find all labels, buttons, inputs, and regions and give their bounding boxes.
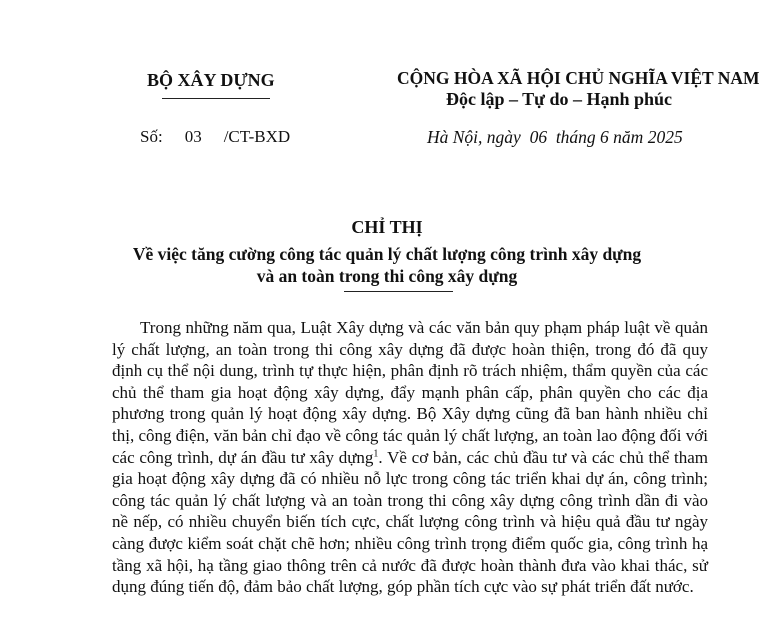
document-subject-line-2: và an toàn trong thi công xây dựng bbox=[256, 266, 518, 286]
doc-number-suffix: /CT-BXD bbox=[223, 127, 291, 146]
title-underline bbox=[344, 291, 453, 292]
ministry-underline bbox=[162, 98, 270, 99]
issuing-ministry: BỘ XÂY DỰNG bbox=[147, 70, 275, 90]
footnote-reference[interactable]: 1 bbox=[373, 447, 379, 459]
document-type-title: CHỈ THỊ bbox=[351, 217, 423, 237]
doc-number-prefix: Số: bbox=[140, 127, 163, 146]
national-motto: Độc lập – Tự do – Hạnh phúc bbox=[446, 89, 673, 109]
body-paragraph bbox=[112, 317, 708, 598]
body-paragraph-part2: . Về cơ bản, các chủ đầu tư và các chủ thể tham gia hoạt động xây dựng đã có nhiều nỗ lực trong công tác triển khai dự án, công trình; công tác quản lý chất lượng và an toàn trong thi công xây dựng công trình dần đi vào nề nếp, có nhiều chuyển biến tích cực, chất lượng công trình và hiệu quả đầu tư ngày càng được kiểm soát chặt chẽ hơn; nhiều công trình trọng điểm quốc gia, công trình hạ tầng xã hội, hạ tầng giao thông trên cả nước đã được hoàn thành đưa vào khai thác, sử dụng đúng tiến độ, đảm bảo chất lượng, góp phần tích cực vào sự phát triển đất nước. bbox=[112, 447, 708, 597]
body-text bbox=[112, 317, 708, 598]
document-subject-line-1: Về việc tăng cường công tác quản lý chất lượng công trình xây dựng bbox=[132, 244, 642, 264]
doc-number-value: 03 bbox=[184, 127, 202, 146]
body-paragraph-part1: Trong những năm qua, Luật Xây dựng và các văn bản quy phạm pháp luật về quản lý chất lượng, an toàn trong thi công xây dựng đã được hoàn thiện, trong đó đã quy định cụ thể nội dung, trình tự thực hiện, phân định rõ trách nhiệm, thẩm quyền của các chủ thể tham gia hoạt động xây dựng, đẩy mạnh phân cấp, phân quyền cho các địa phương trong quản lý hoạt động xây dựng. Bộ Xây dựng cũng đã ban hành nhiều chỉ thị, công điện, văn bản chỉ đạo về công tác quản lý chất lượng, an toàn lao động đối với các công trình, dự án đầu tư xây dựng bbox=[112, 318, 708, 467]
place-date-line: Hà Nội, ngày 06 tháng 6 năm 2025 bbox=[427, 127, 683, 147]
document-number bbox=[140, 127, 290, 147]
national-title: CỘNG HÒA XÃ HỘI CHỦ NGHĨA VIỆT NAM bbox=[397, 68, 760, 88]
